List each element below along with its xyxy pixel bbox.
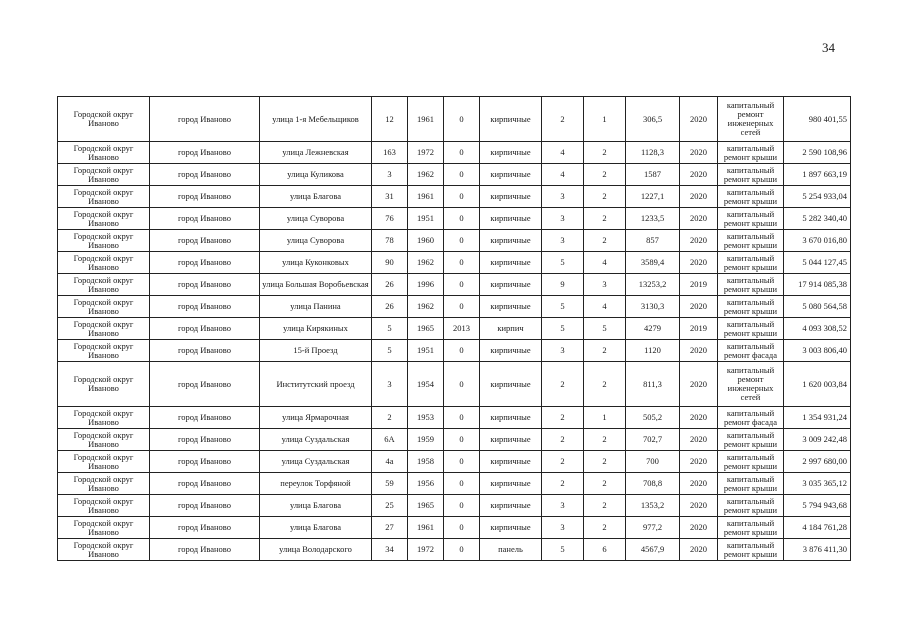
cell-work-type: капитальный ремонт крыши (718, 186, 784, 208)
cell-cost: 5 282 340,40 (784, 208, 851, 230)
cell-area: 977,2 (626, 517, 680, 539)
cell-floors: 3 (542, 517, 584, 539)
cell-work-type: капитальный ремонт крыши (718, 473, 784, 495)
cell-wall-material: кирпичные (480, 407, 542, 429)
cell-cost: 4 093 308,52 (784, 318, 851, 340)
cell-street: улица Большая Воробьевская (260, 274, 372, 296)
cell-floors: 2 (542, 362, 584, 407)
cell-year-overhaul: 0 (444, 142, 480, 164)
cell-municipality: Городской округ Иваново (58, 208, 150, 230)
cell-wall-material: кирпичные (480, 517, 542, 539)
cell-settlement: город Иваново (150, 451, 260, 473)
cell-year-built: 1956 (408, 473, 444, 495)
cell-year-overhaul: 0 (444, 208, 480, 230)
cell-municipality: Городской округ Иваново (58, 142, 150, 164)
table-row (58, 186, 851, 208)
cell-municipality: Городской округ Иваново (58, 164, 150, 186)
cell-floors: 3 (542, 186, 584, 208)
cell-work-type: капитальный ремонт крыши (718, 142, 784, 164)
cell-year-overhaul: 0 (444, 429, 480, 451)
cell-cost: 5 080 564,58 (784, 296, 851, 318)
cell-house-number: 76 (372, 208, 408, 230)
cell-plan-year: 2020 (680, 186, 718, 208)
cell-wall-material: кирпичные (480, 451, 542, 473)
cell-cost: 3 009 242,48 (784, 429, 851, 451)
cell-year-built: 1962 (408, 164, 444, 186)
cell-plan-year: 2020 (680, 473, 718, 495)
cell-municipality: Городской округ Иваново (58, 495, 150, 517)
cell-floors: 2 (542, 451, 584, 473)
cell-cost: 4 184 761,28 (784, 517, 851, 539)
cell-floors: 3 (542, 230, 584, 252)
table-row (58, 142, 851, 164)
cell-plan-year: 2020 (680, 495, 718, 517)
cell-wall-material: панель (480, 539, 542, 561)
cell-cost: 1 897 663,19 (784, 164, 851, 186)
cell-municipality: Городской округ Иваново (58, 318, 150, 340)
cell-entrances: 2 (584, 208, 626, 230)
cell-plan-year: 2020 (680, 517, 718, 539)
cell-cost: 2 997 680,00 (784, 451, 851, 473)
cell-house-number: 26 (372, 274, 408, 296)
table-row (58, 230, 851, 252)
cell-year-overhaul: 0 (444, 230, 480, 252)
cell-street: 15-й Проезд (260, 340, 372, 362)
cell-year-overhaul: 0 (444, 407, 480, 429)
cell-floors: 2 (542, 429, 584, 451)
cell-wall-material: кирпичные (480, 186, 542, 208)
cell-entrances: 2 (584, 451, 626, 473)
cell-entrances: 2 (584, 142, 626, 164)
cell-work-type: капитальный ремонт крыши (718, 429, 784, 451)
cell-municipality: Городской округ Иваново (58, 429, 150, 451)
cell-settlement: город Иваново (150, 517, 260, 539)
repair-table (57, 96, 851, 561)
cell-entrances: 2 (584, 495, 626, 517)
cell-municipality: Городской округ Иваново (58, 473, 150, 495)
cell-area: 700 (626, 451, 680, 473)
table-row (58, 473, 851, 495)
cell-year-overhaul: 0 (444, 274, 480, 296)
cell-cost: 2 590 108,96 (784, 142, 851, 164)
cell-plan-year: 2020 (680, 97, 718, 142)
cell-year-built: 1965 (408, 318, 444, 340)
table-row (58, 274, 851, 296)
cell-plan-year: 2020 (680, 539, 718, 561)
cell-area: 857 (626, 230, 680, 252)
cell-settlement: город Иваново (150, 407, 260, 429)
cell-area: 1120 (626, 340, 680, 362)
table-row (58, 495, 851, 517)
cell-cost: 5 254 933,04 (784, 186, 851, 208)
cell-municipality: Городской округ Иваново (58, 451, 150, 473)
cell-work-type: капитальный ремонт крыши (718, 252, 784, 274)
cell-municipality: Городской округ Иваново (58, 97, 150, 142)
cell-house-number: 3 (372, 362, 408, 407)
cell-wall-material: кирпичные (480, 495, 542, 517)
cell-year-overhaul: 0 (444, 362, 480, 407)
cell-year-overhaul: 0 (444, 164, 480, 186)
table-row (58, 451, 851, 473)
cell-area: 811,3 (626, 362, 680, 407)
cell-wall-material: кирпичные (480, 362, 542, 407)
cell-work-type: капитальный ремонт крыши (718, 495, 784, 517)
cell-floors: 3 (542, 495, 584, 517)
cell-area: 3130,3 (626, 296, 680, 318)
cell-wall-material: кирпичные (480, 164, 542, 186)
cell-wall-material: кирпичные (480, 340, 542, 362)
cell-area: 505,2 (626, 407, 680, 429)
cell-settlement: город Иваново (150, 495, 260, 517)
cell-settlement: город Иваново (150, 97, 260, 142)
cell-house-number: 25 (372, 495, 408, 517)
cell-settlement: город Иваново (150, 164, 260, 186)
cell-year-built: 1972 (408, 142, 444, 164)
cell-floors: 5 (542, 252, 584, 274)
cell-house-number: 78 (372, 230, 408, 252)
cell-year-built: 1961 (408, 97, 444, 142)
cell-settlement: город Иваново (150, 362, 260, 407)
cell-house-number: 163 (372, 142, 408, 164)
cell-house-number: 4а (372, 451, 408, 473)
cell-area: 708,8 (626, 473, 680, 495)
cell-plan-year: 2020 (680, 230, 718, 252)
cell-street: улица Благова (260, 495, 372, 517)
cell-wall-material: кирпичные (480, 208, 542, 230)
cell-municipality: Городской округ Иваново (58, 517, 150, 539)
cell-street: улица Суворова (260, 208, 372, 230)
cell-house-number: 12 (372, 97, 408, 142)
cell-cost: 17 914 085,38 (784, 274, 851, 296)
cell-year-overhaul: 0 (444, 517, 480, 539)
cell-wall-material: кирпичные (480, 473, 542, 495)
cell-street: улица Суздальская (260, 451, 372, 473)
cell-plan-year: 2020 (680, 340, 718, 362)
cell-cost: 3 035 365,12 (784, 473, 851, 495)
cell-municipality: Городской округ Иваново (58, 340, 150, 362)
cell-entrances: 3 (584, 274, 626, 296)
cell-year-overhaul: 0 (444, 186, 480, 208)
cell-year-built: 1961 (408, 186, 444, 208)
cell-entrances: 2 (584, 473, 626, 495)
cell-street: Институтский проезд (260, 362, 372, 407)
cell-municipality: Городской округ Иваново (58, 362, 150, 407)
cell-area: 4567,9 (626, 539, 680, 561)
cell-work-type: капитальный ремонт инженерных сетей (718, 97, 784, 142)
cell-area: 1353,2 (626, 495, 680, 517)
cell-house-number: 5 (372, 318, 408, 340)
cell-year-overhaul: 0 (444, 451, 480, 473)
cell-floors: 2 (542, 473, 584, 495)
cell-wall-material: кирпичные (480, 274, 542, 296)
cell-house-number: 59 (372, 473, 408, 495)
cell-wall-material: кирпичные (480, 252, 542, 274)
cell-floors: 3 (542, 208, 584, 230)
cell-street: улица Куконковых (260, 252, 372, 274)
cell-cost: 3 003 806,40 (784, 340, 851, 362)
cell-work-type: капитальный ремонт фасада (718, 407, 784, 429)
cell-area: 1587 (626, 164, 680, 186)
cell-year-overhaul: 0 (444, 97, 480, 142)
cell-municipality: Городской округ Иваново (58, 230, 150, 252)
cell-settlement: город Иваново (150, 252, 260, 274)
cell-entrances: 5 (584, 318, 626, 340)
cell-plan-year: 2020 (680, 296, 718, 318)
table-row (58, 539, 851, 561)
cell-entrances: 2 (584, 340, 626, 362)
cell-year-built: 1959 (408, 429, 444, 451)
cell-street: улица Суздальская (260, 429, 372, 451)
cell-work-type: капитальный ремонт крыши (718, 274, 784, 296)
cell-work-type: капитальный ремонт крыши (718, 230, 784, 252)
cell-work-type: капитальный ремонт крыши (718, 539, 784, 561)
cell-year-built: 1962 (408, 252, 444, 274)
cell-area: 702,7 (626, 429, 680, 451)
cell-settlement: город Иваново (150, 539, 260, 561)
cell-settlement: город Иваново (150, 186, 260, 208)
cell-plan-year: 2019 (680, 318, 718, 340)
table-row (58, 208, 851, 230)
cell-floors: 4 (542, 164, 584, 186)
cell-year-built: 1962 (408, 296, 444, 318)
cell-area: 1128,3 (626, 142, 680, 164)
table-row (58, 252, 851, 274)
cell-year-built: 1958 (408, 451, 444, 473)
cell-floors: 2 (542, 97, 584, 142)
page-number: 34 (822, 40, 835, 55)
cell-municipality: Городской округ Иваново (58, 539, 150, 561)
cell-settlement: город Иваново (150, 230, 260, 252)
cell-settlement: город Иваново (150, 340, 260, 362)
cell-settlement: город Иваново (150, 318, 260, 340)
cell-street: улица 1-я Мебельщиков (260, 97, 372, 142)
cell-entrances: 6 (584, 539, 626, 561)
cell-municipality: Городской округ Иваново (58, 274, 150, 296)
cell-work-type: капитальный ремонт крыши (718, 451, 784, 473)
table-row (58, 318, 851, 340)
cell-street: улица Благова (260, 186, 372, 208)
cell-entrances: 2 (584, 429, 626, 451)
cell-year-built: 1953 (408, 407, 444, 429)
cell-wall-material: кирпич (480, 318, 542, 340)
cell-municipality: Городской округ Иваново (58, 296, 150, 318)
cell-floors: 5 (542, 539, 584, 561)
cell-street: улица Володарского (260, 539, 372, 561)
cell-plan-year: 2020 (680, 252, 718, 274)
cell-settlement: город Иваново (150, 429, 260, 451)
cell-year-overhaul: 0 (444, 252, 480, 274)
table-row (58, 97, 851, 142)
cell-year-overhaul: 0 (444, 296, 480, 318)
cell-year-overhaul: 2013 (444, 318, 480, 340)
cell-work-type: капитальный ремонт крыши (718, 517, 784, 539)
cell-house-number: 6А (372, 429, 408, 451)
table-row (58, 517, 851, 539)
cell-work-type: капитальный ремонт крыши (718, 318, 784, 340)
cell-year-built: 1961 (408, 517, 444, 539)
cell-cost: 5 794 943,68 (784, 495, 851, 517)
table-row (58, 429, 851, 451)
cell-wall-material: кирпичные (480, 97, 542, 142)
cell-street: переулок Торфяной (260, 473, 372, 495)
cell-floors: 5 (542, 296, 584, 318)
cell-street: улица Куликова (260, 164, 372, 186)
cell-floors: 9 (542, 274, 584, 296)
cell-wall-material: кирпичные (480, 230, 542, 252)
table-row (58, 340, 851, 362)
cell-entrances: 2 (584, 230, 626, 252)
cell-plan-year: 2020 (680, 208, 718, 230)
cell-work-type: капитальный ремонт фасада (718, 340, 784, 362)
table-row (58, 362, 851, 407)
cell-cost: 3 876 411,30 (784, 539, 851, 561)
cell-cost: 980 401,55 (784, 97, 851, 142)
cell-street: улица Кирякиных (260, 318, 372, 340)
cell-house-number: 34 (372, 539, 408, 561)
cell-year-built: 1954 (408, 362, 444, 407)
cell-floors: 2 (542, 407, 584, 429)
cell-plan-year: 2020 (680, 407, 718, 429)
cell-house-number: 27 (372, 517, 408, 539)
cell-work-type: капитальный ремонт крыши (718, 296, 784, 318)
cell-year-built: 1951 (408, 340, 444, 362)
cell-street: улица Панина (260, 296, 372, 318)
cell-area: 1233,5 (626, 208, 680, 230)
cell-area: 1227,1 (626, 186, 680, 208)
cell-settlement: город Иваново (150, 208, 260, 230)
cell-work-type: капитальный ремонт крыши (718, 164, 784, 186)
cell-floors: 5 (542, 318, 584, 340)
cell-street: улица Лежневская (260, 142, 372, 164)
cell-plan-year: 2020 (680, 164, 718, 186)
cell-municipality: Городской округ Иваново (58, 252, 150, 274)
cell-house-number: 5 (372, 340, 408, 362)
cell-plan-year: 2020 (680, 142, 718, 164)
cell-street: улица Суворова (260, 230, 372, 252)
cell-year-built: 1965 (408, 495, 444, 517)
cell-street: улица Ярмарочная (260, 407, 372, 429)
cell-house-number: 90 (372, 252, 408, 274)
cell-area: 3589,4 (626, 252, 680, 274)
cell-cost: 1 354 931,24 (784, 407, 851, 429)
cell-area: 13253,2 (626, 274, 680, 296)
cell-house-number: 26 (372, 296, 408, 318)
cell-year-built: 1972 (408, 539, 444, 561)
cell-municipality: Городской округ Иваново (58, 186, 150, 208)
cell-year-built: 1960 (408, 230, 444, 252)
cell-plan-year: 2020 (680, 362, 718, 407)
cell-entrances: 2 (584, 164, 626, 186)
cell-wall-material: кирпичные (480, 142, 542, 164)
cell-year-built: 1996 (408, 274, 444, 296)
cell-year-overhaul: 0 (444, 473, 480, 495)
cell-house-number: 3 (372, 164, 408, 186)
cell-year-built: 1951 (408, 208, 444, 230)
cell-entrances: 1 (584, 407, 626, 429)
cell-entrances: 2 (584, 362, 626, 407)
cell-settlement: город Иваново (150, 274, 260, 296)
cell-entrances: 4 (584, 296, 626, 318)
cell-plan-year: 2019 (680, 274, 718, 296)
cell-area: 4279 (626, 318, 680, 340)
cell-year-overhaul: 0 (444, 539, 480, 561)
cell-entrances: 2 (584, 186, 626, 208)
table-row (58, 296, 851, 318)
cell-municipality: Городской округ Иваново (58, 407, 150, 429)
cell-cost: 1 620 003,84 (784, 362, 851, 407)
cell-house-number: 31 (372, 186, 408, 208)
cell-entrances: 4 (584, 252, 626, 274)
cell-plan-year: 2020 (680, 429, 718, 451)
cell-year-overhaul: 0 (444, 495, 480, 517)
table-row (58, 164, 851, 186)
cell-settlement: город Иваново (150, 142, 260, 164)
cell-street: улица Благова (260, 517, 372, 539)
table-row (58, 407, 851, 429)
cell-cost: 3 670 016,80 (784, 230, 851, 252)
cell-settlement: город Иваново (150, 473, 260, 495)
cell-area: 306,5 (626, 97, 680, 142)
cell-house-number: 2 (372, 407, 408, 429)
cell-wall-material: кирпичные (480, 296, 542, 318)
cell-year-overhaul: 0 (444, 340, 480, 362)
cell-wall-material: кирпичные (480, 429, 542, 451)
cell-work-type: капитальный ремонт крыши (718, 208, 784, 230)
cell-entrances: 2 (584, 517, 626, 539)
cell-plan-year: 2020 (680, 451, 718, 473)
cell-settlement: город Иваново (150, 296, 260, 318)
cell-entrances: 1 (584, 97, 626, 142)
cell-work-type: капитальный ремонт инженерных сетей (718, 362, 784, 407)
cell-cost: 5 044 127,45 (784, 252, 851, 274)
cell-floors: 3 (542, 340, 584, 362)
cell-floors: 4 (542, 142, 584, 164)
